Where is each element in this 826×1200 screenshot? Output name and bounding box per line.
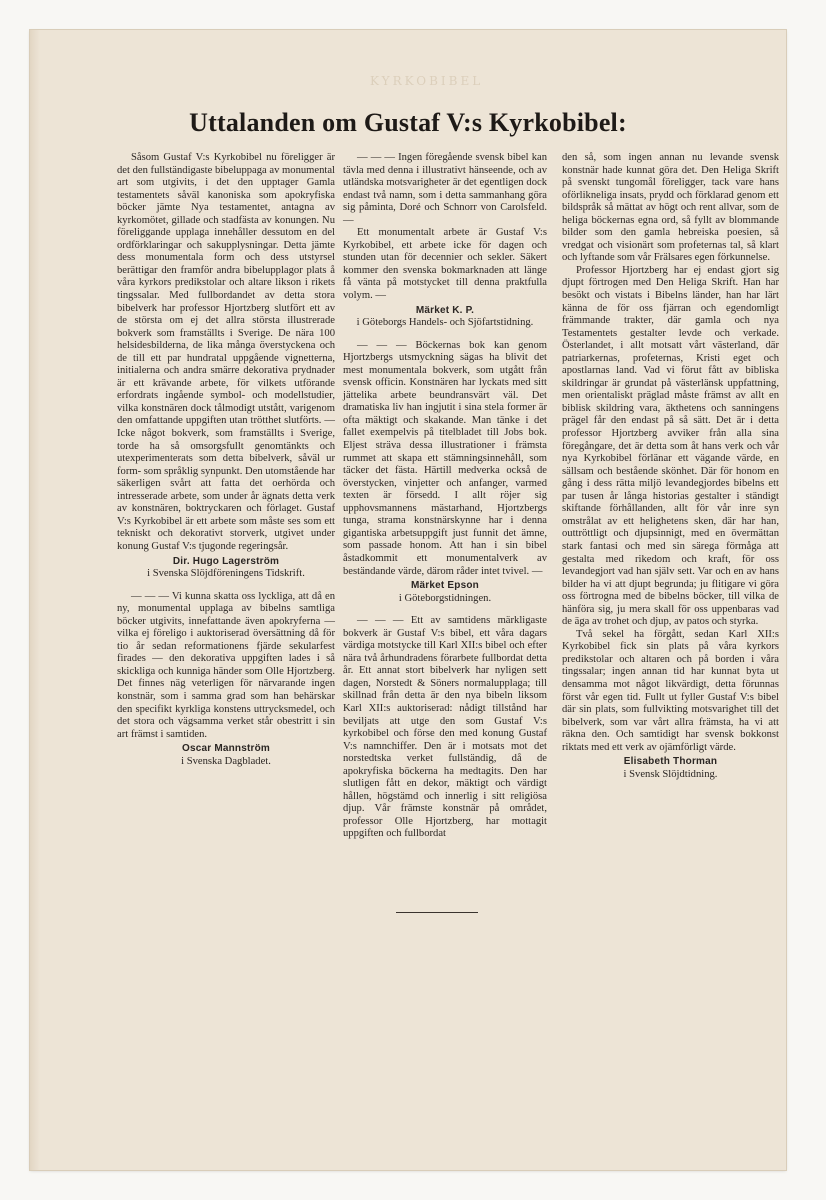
signature-source: i Svensk Slöjdtidning. (623, 768, 718, 780)
paragraph: — — — Vi kunna skatta oss lyckliga, att då en ny, monumental upplaga av bibelns samtliga böcker utgivits, innefattande även apokryferna — vilka ej föreligo i auktoriserad översättning då för tio år sedan reformationens fjärde sekularfest firades — den dekorativa uppgiften lades i så skickliga och kunniga händer som Olle Hjortzberg. Det finnes näg veterligen för närvarande ingen konstnär, som i samma grad som han behärskar den specifikt kyrkliga konstens uttrycksmedel, och det stora och vägsamma verket står obestritt i sin art främst i samtiden. (117, 590, 335, 740)
paragraph: — — — Böckernas bok kan genom Hjortzbergs utsmyckning sägas ha blivit det mest monumentala bokverk, som utgått från svensk officin. Konstnären har lyckats med sitt jättelika arbete beundransvärt väl. Det dramatiska liv han ingjutit i sina stela former är ofta mäktigt och skakande. Man tänke i det fallet exempelvis på titelbladet till Jobs bok. Eljest sträva dessa illustrationer i främsta rummet att skapa ett stämningsinnehåll, som täcker det fästa. Härtill medverka också de överstycken, vinjetter och anfanger, varmed texten är försedd. I allt röjer sig upphovsmannens mästarhand, Hjortzbergs tunga, strama konstnärskynne har i denna gigantiska arbetsuppgift just funnit det ämne, som passade honom. Att han i sin bibel åstadkommit ett monumentalverk av beständande värde, därom råder intet tvivel. — (343, 339, 547, 577)
signature-source: i Göteborgs Handels- och Sjöfartstidning. (356, 317, 534, 329)
signature-name: Märket K. P. (415, 304, 475, 316)
signature-name: Märket Epson (411, 580, 479, 592)
watermark-text: KYRKOBIBEL (370, 74, 484, 88)
paragraph: den så, som ingen annan nu levande svensk konstnär hade kunnat göra det. Den Heliga Skrift på svenskt tungomål föreligger, tack vare hans oförlikneliga insats, prydd och förklarad genom ett bildspråk så mättat av högt och rent allvar, som de heliga böckernas egna ord, så fyllt av blommande bilder som den gamla hebreiska poesien, så vredgat och visionärt som profeternas tal, så klart och lyftande som vår Frälsares egen förkunnelse. (562, 152, 779, 264)
paragraph: Två sekel ha förgått, sedan Karl XII:s Kyrkobibel fick sin plats på våra kyrkors predikstolar och altaren och på borden i våra tingssalar; ingen annan tid har kunnat byta ut densamma mot något likvärdigt, detta förunnas först vår egen tid. Fullt ut fyller Gustaf V:s bibel där sin plats, som fullvikting motsvarighet till det bibelverk, som var vårt allra främsta, ha vi att räkna den. Och samtidigt har svensk bokkonst riktats med ett verk av ojämförligt värde. (562, 628, 779, 753)
paragraph: — — — Ingen föregående svensk bibel kan tävla med denna i illustrativt hänseende, och av utländska motsvarigheter är det egentligen dock endast två namn, som i detta sammanhang göra sig påminta, Doré och Schnorr von Carolsfeld. — (343, 152, 547, 226)
paragraph: Professor Hjortzberg har ej endast gjort sig djupt förtrogen med Den Heliga Skrift. Han har besökt och vistats i Bibelns länder, han har lärt känna de för oss fjärran och egendomligt främmande trakter, där gamla och nya Testamentets gestalter levde och verkade. Österlandet, i allt motsatt vårt västerland, där patriarkernas, profeternas, Kristi eget och apostlarnas land. Vad vi förut fått av bibliska skildringar är grundat på västerlänsk uppfattning, men orientaliskt präglad måste främst av allt en biblisk skildring vara, äkthetens och sanningens prägel får den endast på så sätt. Det är i detta professor Hjortzberg avviker från alla sina föregångare, det är detta som åt hans verk och vår nya Kyrkobibel förlänar ett vägande värde, en sällsam och bestående skönhet. Där för honom en gång i dess rätta miljö levandegjordes bibelns ett par tusen år långa historias gestalter i ständigt skiftande förhållanden, allt för vår inre syn omstrålat av ett helighetens sken, där har han, outtröttligt och djupsinnigt, med en övermättan stark fantasi och med sin särega förmåga att gestalta med rikedom och kraft, för oss levandegjort vad han själv sett. Var och en av hans bilder ha vi att djupt begrunda; ju flitigare vi göra oss förtrogna med de bibelns böcker, till vilka de hänföra sig, ju mera skall för oss uppenbaras vad de äga av trohet och djup, av patos och styrka. (562, 264, 779, 628)
text-column-1 (117, 152, 335, 770)
signature-source: i Svenska Dagbladet. (181, 755, 271, 767)
text-column-3 (562, 152, 779, 783)
page-sheet (30, 30, 786, 1170)
signature-source: i Göteborgstidningen. (398, 592, 492, 604)
signature-name: Elisabeth Thorman (623, 756, 718, 768)
closing-rule (396, 912, 478, 913)
text-column-2 (343, 152, 547, 841)
signature-name: Oscar Mannström (181, 743, 271, 755)
paragraph: — — — Ett av samtidens märkligaste bokverk är Gustaf V:s bibel, ett våra dagars värdiga motstycke till Karl XII:s bibel och efter nära två århundradens förarbete fullbordat detta år. Ett annat stort bibelverk har nyligen sett dagen, Norstedt & Söners normalupplaga; till skillnad från detta är den nya bibeln liksom Karl XII:s auktoriserad: nådigt tillstånd har beviljats att utge den som Gustaf V:s kyrkobibel och förse den med konung Gustaf V:s namnchiffer. Den är i motsats mot det norstedtska verket fullständig, då de apokryfiska böckerna ha medtagits. Den har slutligen fått en dekor, mäktigt och värdigt hållen, högstämd och innerlig i sitt religiösa djup. Vår främste konstnär på området, professor Olle Hjortzberg, har mottagit uppgiften och fullbordat (343, 615, 547, 840)
page-title: Uttalanden om Gustaf V:s Kyrkobibel: (189, 108, 627, 137)
paragraph: Ett monumentalt arbete är Gustaf V:s Kyrkobibel, ett arbete icke för dagen och stunden utan för decennier och sekler. Säkert kommer den svenska bokmarknaden att länge få vänta på motstycket till denna praktfulla volym. — (343, 227, 547, 302)
signature-source: i Svenska Slöjdföreningens Tidskrift. (147, 568, 305, 580)
signature-name: Dir. Hugo Lagerström (172, 555, 280, 567)
paragraph: Såsom Gustaf V:s Kyrkobibel nu föreligger är det den fullständigaste bibeluppaga av monumental art som utgivits, i det den upptager Gamla testamentets såväl kanoniska som apokryfiska böcker jämte Nya testamentet, antagna av kyrkomötet, gillade och stadfästa av konungen. Nu föreliggande upplaga innehåller dessutom en del ordförklaringar och sakupplysningar. Detta jämte dess monumentala form och dess utstyrsel berättigar den framför andra bibelupplagor plats å våra kyrkors predikstolar och altare likson i rikets tingssalar. Med fullbordandet av detta stora bibelverk har professor Hjortzberg slutfört ett av de största om ej det allra största illustrerade bokverk som framställts i Sverige. De nära 100 helsidesbilderna, de lika många överstyckena och de till ett par hundratal uppgående vignetterna, initialerna och andra smärre dekorativa prydnader är ett krävande arbete, för vilkets utförande erfordrats ingående symbol- och modellstudier, vilka konstnären dock tålmodigt utstått, varigenom den omfattande uppgiften utan trötthet slutförts. — Icke något bokverk, som framställts i Sverige, torde ha så omsorgsfullt genomtänkts och utexperimenterats som detta bibelverk, såväl ur form- som språklig synpunkt. Den utomstående har säkerligen svårt att fatta det oerhörda och intresserade arbete, som under år ägnats detta verk av konstnären, boktryckaren och förlaget. Gustaf V:s Kyrkobibel är ett arbete som måste ses som ett tekniskt och dekorativt storverk, utgivet under konung Gustaf V:s tjugonde regeringsår. (117, 152, 336, 552)
